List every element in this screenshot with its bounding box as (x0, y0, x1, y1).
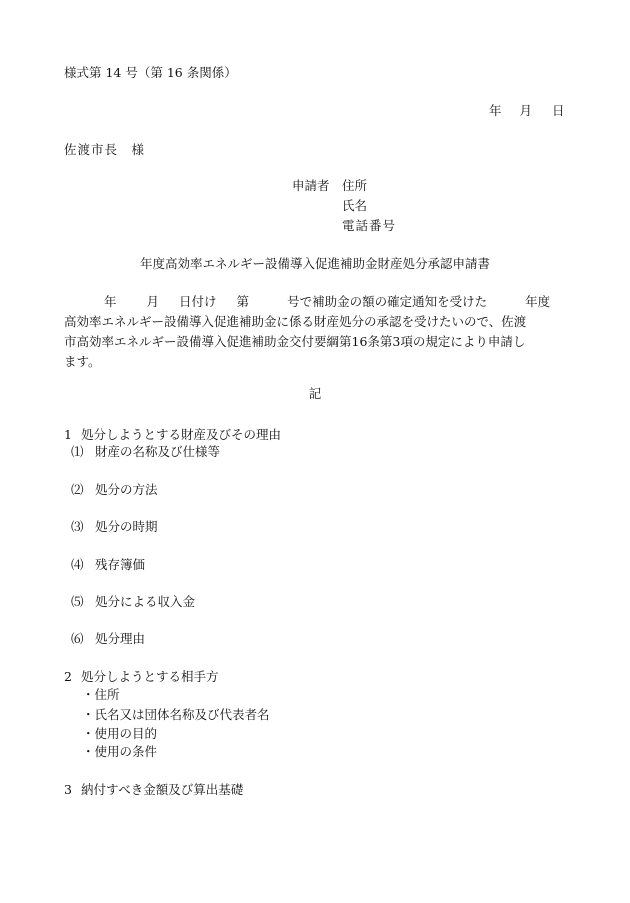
section-1-item-3 (71, 521, 158, 534)
section-1-item-6 (71, 633, 145, 646)
applicant-name-label: 氏名 (342, 198, 368, 213)
addressee: 佐渡市長 様 (64, 142, 146, 157)
item-number: ⑹ (71, 631, 84, 646)
applicant-address-label: 住所 (342, 178, 368, 193)
section-1-item-4 (71, 559, 145, 572)
body-line-3: 市高効率エネルギー設備導入促進補助金交付要綱第16条第3項の規定により申請し (64, 334, 526, 349)
item-label: 処分理由 (95, 631, 146, 646)
item-number: ⑵ (71, 482, 84, 497)
body-fiscal-year: 年度 (525, 294, 551, 309)
body-month: 月 (146, 294, 160, 309)
body-year: 年 (104, 294, 117, 309)
body-line-4: ます。 (64, 354, 101, 369)
section-2-heading (64, 671, 219, 684)
body-notice-text: 号で補助金の額の確定通知を受けた (287, 294, 488, 309)
section-title: 処分しようとする財産及びその理由 (81, 427, 282, 442)
ki-heading: 記 (308, 386, 322, 401)
item-number: ⑶ (71, 519, 84, 534)
body-paragraph (64, 292, 566, 372)
body-line-1 (64, 292, 566, 312)
item-label: 残存簿価 (95, 557, 146, 572)
item-label: 処分による収入金 (95, 594, 196, 609)
document-title: 年度高効率エネルギー設備導入促進補助金財産処分承認申請書 (139, 256, 490, 271)
section-1-heading (64, 429, 281, 442)
item-number: ⑷ (71, 557, 84, 572)
applicant-label: 申請者 (292, 178, 330, 193)
item-label: 処分の方法 (95, 482, 158, 497)
bullet-name-representative: ・氏名又は団体名称及び代表者名 (82, 707, 270, 722)
form-number: 様式第 14 号（第 16 条関係） (64, 65, 237, 80)
item-label: 処分の時期 (95, 519, 158, 534)
section-3-heading (64, 784, 243, 797)
section-1-item-2 (71, 484, 158, 497)
date-line (489, 105, 565, 118)
section-number: 3 (64, 782, 72, 797)
bullet-address: ・住所 (82, 687, 120, 702)
date-year: 年 (489, 103, 502, 118)
section-title: 処分しようとする相手方 (81, 669, 219, 684)
date-month: 月 (519, 103, 533, 118)
section-number: 2 (64, 669, 72, 684)
section-number: 1 (64, 427, 72, 442)
section-title: 納付すべき金額及び算出基礎 (81, 782, 244, 797)
section-1-item-1 (71, 446, 220, 459)
item-number: ⑸ (71, 594, 84, 609)
body-line-2: 高効率エネルギー設備導入促進補助金に係る財産処分の承認を受けたいので、佐渡 (64, 314, 527, 329)
applicant-phone-label: 電話番号 (342, 218, 397, 233)
item-label: 財産の名称及び仕様等 (95, 444, 221, 459)
body-no-prefix: 第 (236, 294, 250, 309)
date-day: 日 (552, 103, 565, 118)
section-1-item-5 (71, 596, 195, 609)
bullet-conditions: ・使用の条件 (82, 744, 158, 759)
item-number: ⑴ (71, 444, 84, 459)
bullet-purpose: ・使用の目的 (82, 726, 158, 741)
body-day-dated: 日付け (179, 294, 217, 309)
